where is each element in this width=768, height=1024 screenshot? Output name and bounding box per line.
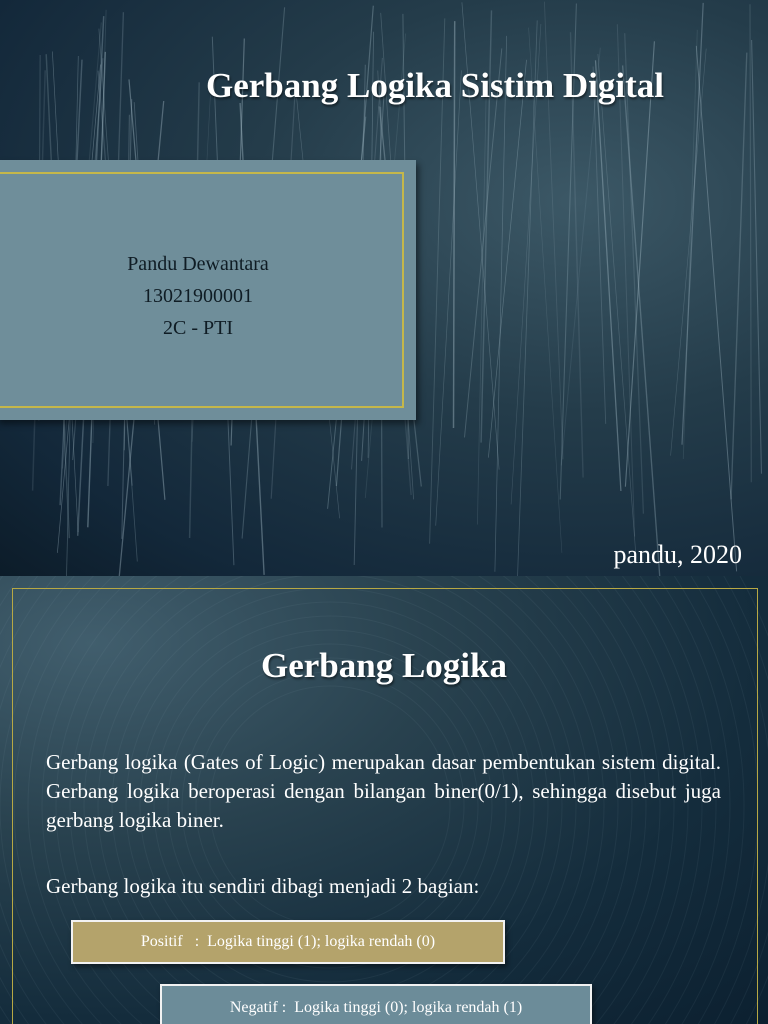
intro-paragraph: Gerbang logika (Gates of Logic) merupakan dasar pembentukan sistem digital. Gerbang logika beroperasi dengan bilangan biner(0/1), sehingga disebut juga gerbang logika biner. bbox=[46, 750, 721, 832]
decorative-line bbox=[623, 65, 660, 576]
decorative-line bbox=[750, 4, 751, 482]
author-card bbox=[0, 160, 416, 420]
student-id: 13021900001 bbox=[143, 285, 253, 307]
content-slide bbox=[0, 576, 768, 1024]
author-name: Pandu Dewantara bbox=[127, 253, 269, 275]
slide-heading: Gerbang Logika bbox=[260, 646, 507, 685]
slide-title: Gerbang Logika Sistim Digital bbox=[206, 66, 664, 105]
decorative-line bbox=[529, 28, 562, 553]
decorative-line bbox=[596, 60, 621, 491]
decorative-line bbox=[495, 36, 507, 572]
positive-logic-box: Positif : Logika tinggi (1); logika rendah (0) bbox=[71, 920, 505, 964]
decorative-line bbox=[752, 40, 762, 474]
class-label: 2C - PTI bbox=[163, 317, 233, 339]
decorative-line bbox=[436, 70, 462, 525]
decorative-line bbox=[598, 54, 636, 558]
author-info bbox=[0, 248, 400, 344]
decorative-line bbox=[696, 46, 736, 572]
negative-logic-box: Negatif : Logika tinggi (0); logika rendah (1) bbox=[160, 984, 592, 1024]
division-paragraph: Gerbang logika itu sendiri dibagi menjadi 2 bagian: bbox=[46, 874, 480, 898]
decorative-line bbox=[731, 53, 747, 500]
slide-footer: pandu, 2020 bbox=[613, 540, 742, 569]
decorative-line bbox=[488, 60, 526, 458]
